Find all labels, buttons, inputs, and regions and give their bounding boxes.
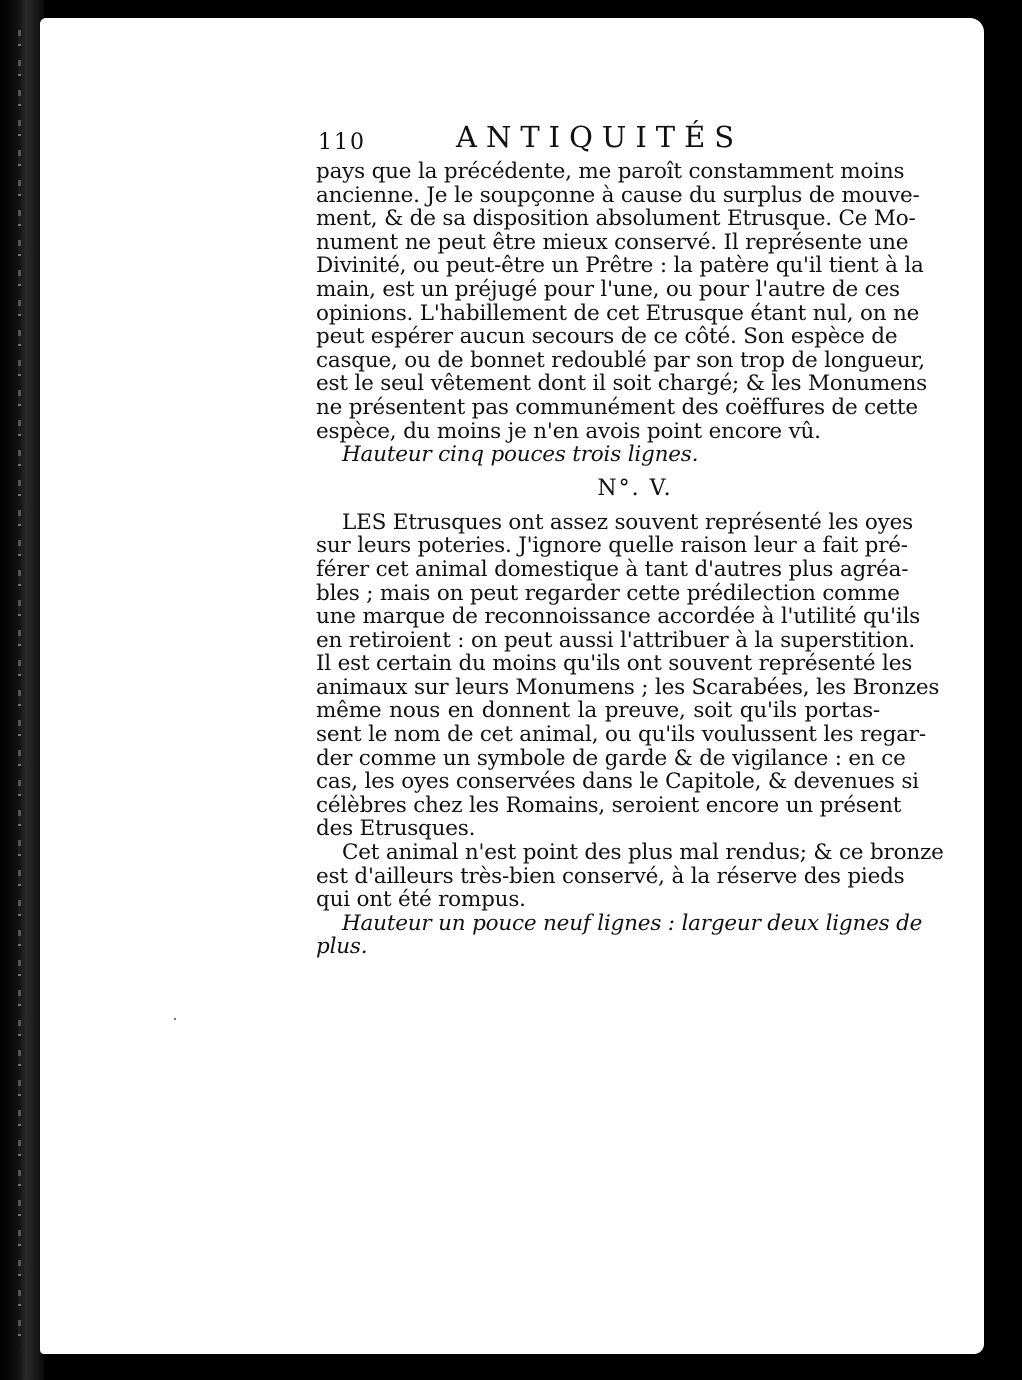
text-line: Divinité, ou peut-être un Prêtre : la patère qu'il tient à la bbox=[316, 253, 924, 279]
text-line: peut espérer aucun secours de ce côté. Son espèce de bbox=[316, 324, 898, 350]
page-header bbox=[316, 120, 880, 160]
page-number: 110 bbox=[318, 130, 366, 155]
text-line: est le seul vêtement dont il soit chargé; & les Monumens bbox=[316, 371, 928, 397]
measurement-line: Hauteur cinq pouces trois lignes. bbox=[342, 442, 699, 468]
measurement-line: Hauteur un pouce neuf lignes : largeur deux lignes de bbox=[342, 910, 923, 936]
paragraph-condition bbox=[316, 840, 944, 913]
text-line: nument ne peut être mieux conservé. Il représente une bbox=[316, 229, 909, 255]
text-line: der comme un symbole de garde & de vigilance : en ce bbox=[316, 745, 906, 771]
text-line: une marque de reconnoissance accordée à l'utilité qu'ils bbox=[316, 604, 921, 630]
text-line: animaux sur leurs Monumens ; les Scarabées, les Bronzes bbox=[316, 674, 940, 700]
text-line: sur leurs poteries. J'ignore quelle raison leur a fait pré- bbox=[316, 533, 908, 559]
running-title: ANTIQUITÉS bbox=[456, 120, 744, 154]
text-line: sent le nom de cet animal, ou qu'ils voulussent les regar- bbox=[316, 722, 926, 748]
text-line: Cet animal n'est point des plus mal rendus; & ce bronze bbox=[342, 840, 944, 866]
text-line: férer cet animal domestique à tant d'autres plus agréa- bbox=[316, 556, 909, 582]
text-line: qui ont été rompus. bbox=[316, 887, 526, 913]
text-line: en retiroient : on peut aussi l'attribuer à la superstition. bbox=[316, 627, 916, 653]
text-line: espèce, du moins je n'en avois point encore vû. bbox=[316, 418, 821, 444]
text-line: main, est un préjugé pour l'une, ou pour l'autre de ces bbox=[316, 276, 900, 302]
page-content bbox=[316, 120, 944, 960]
paragraph-geese bbox=[316, 509, 940, 842]
text-line: pays que la précédente, me paroît constamment moins bbox=[316, 159, 905, 184]
text-line: bles ; mais on peut regarder cette prédilection comme bbox=[316, 580, 900, 606]
text-line: ancienne. Je le soupçonne à cause du surplus de mouve- bbox=[316, 182, 920, 208]
text-line: ment, & de sa disposition absolument Etrusque. Ce Mo- bbox=[316, 206, 916, 232]
text-line: opinions. L'habillement de cet Etrusque étant nul, on ne bbox=[316, 300, 920, 326]
paragraph-description bbox=[316, 159, 928, 444]
text-line: cas, les oyes conservées dans le Capitole, & devenues si bbox=[316, 769, 919, 795]
text-line: casque, ou de bonnet redoublé par son trop de longueur, bbox=[316, 347, 925, 373]
text-line: ne présentent pas communément des coëffures de cette bbox=[316, 394, 918, 420]
text-line: des Etrusques. bbox=[316, 816, 476, 842]
text-line: Il est certain du moins qu'ils ont souvent représenté les bbox=[316, 651, 913, 677]
text-line: est d'ailleurs très-bien conservé, à la réserve des pieds bbox=[316, 863, 905, 889]
ink-speck bbox=[174, 1018, 176, 1020]
text-line: LES Etrusques ont assez souvent représenté les oyes bbox=[342, 509, 913, 535]
section-heading: N°. V. bbox=[597, 475, 673, 501]
text-line: célèbres chez les Romains, seroient encore un présent bbox=[316, 792, 902, 818]
scan-binding-edge bbox=[0, 0, 44, 1380]
measurement-line: plus. bbox=[316, 934, 368, 960]
text-line: même nous en donnent la preuve, soit qu'ils portas- bbox=[316, 698, 880, 724]
